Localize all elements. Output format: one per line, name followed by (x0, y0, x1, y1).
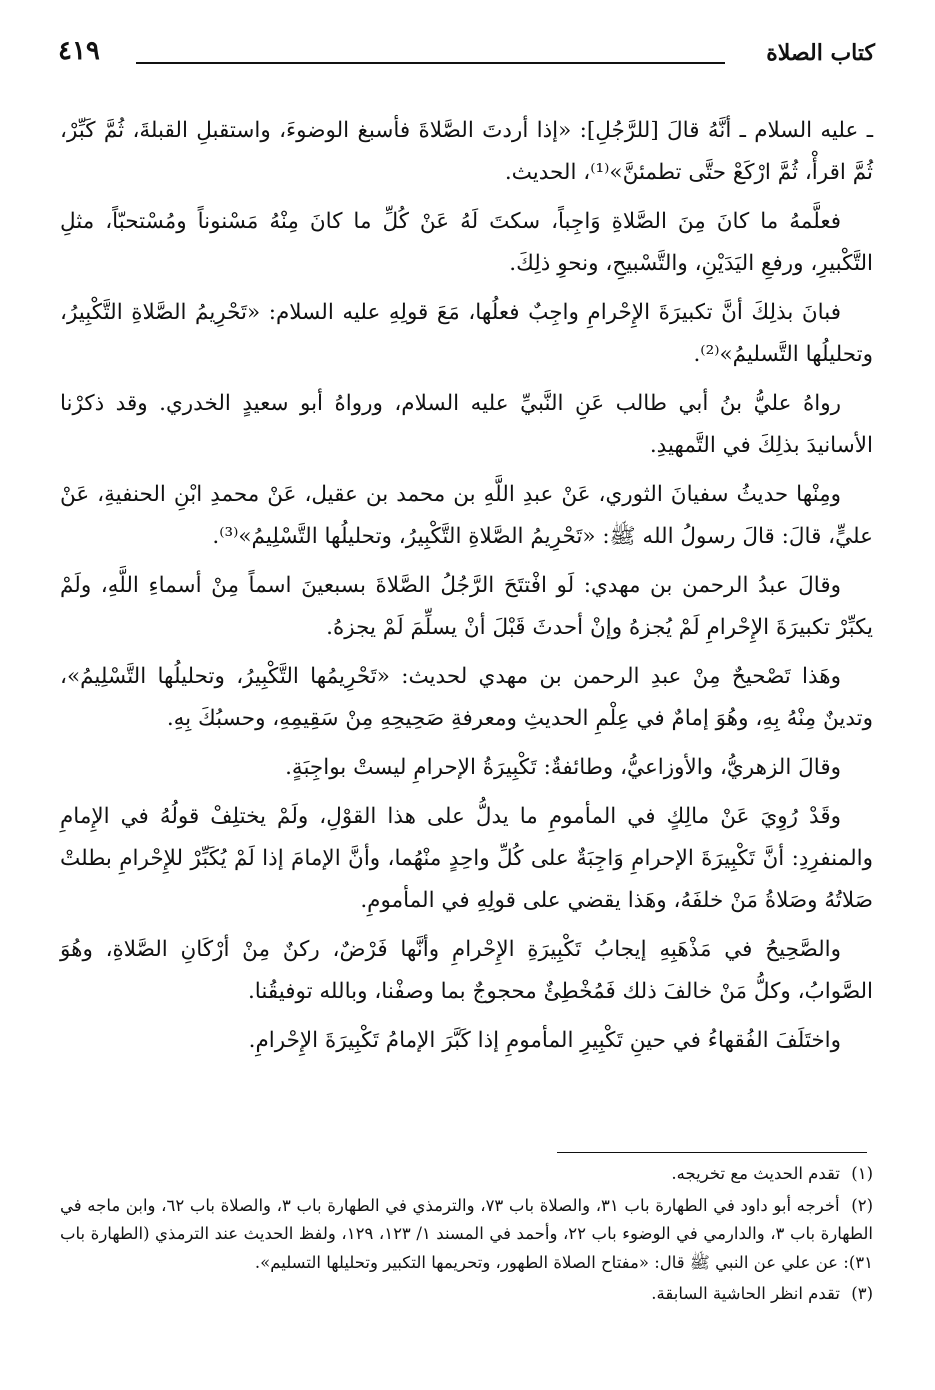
footnote-number: (١) (851, 1164, 873, 1183)
paragraph: فبانَ بذلِكَ أنَّ تكبيرَةَ الإِحْرامِ واجِبٌ فعلُها، مَعَ قولِهِ عليه السلام: «تَحْرِيمُ الصَّلاةِ التَّكْبِيرُ، وتحليلُها التَّسليمُ»⁽²⁾. (60, 300, 873, 367)
paragraph: ـ عليه السلام ـ أنَّهُ قالَ [للرَّجُلِ]: «إذا أردتَ الصَّلاةَ فأسبغ الوضوءَ، واستقبلِ القبلةَ، ثُمَّ كَبِّرْ، ثُمَّ اقرأْ، ثُمَّ ارْكَعْ حتَّى تطمئنَّ»⁽¹⁾، الحديث. (60, 118, 873, 185)
footnote (60, 1160, 873, 1189)
paragraph: واختَلَفَ الفُقهاءُ في حينِ تَكْبِيرِ المأمومِ إذا كَبَّرَ الإمامُ تَكْبِيرَةَ الإِحْرامِ. (248, 1028, 841, 1053)
book-title: كتاب الصلاة (766, 40, 875, 66)
footnote-text: تقدم الحديث مع تخريجه. (671, 1164, 840, 1183)
header-rule (136, 62, 725, 64)
footnote-divider (557, 1152, 867, 1153)
paragraph: فعلَّمهُ ما كانَ مِنَ الصَّلاةِ وَاجِباً، سكتَ لَهُ عَنْ كُلِّ ما كانَ مِنْهُ مَسْنوناً ومُسْتحبّاً، مثلِ التَّكْبيرِ، ورفعِ اليَدَيْنِ، والتَّسْبيحِ، ونحوِ ذلِكَ. (60, 209, 873, 276)
footnote-number: (٢) (851, 1195, 874, 1215)
paragraph: وقالَ عبدُ الرحمن بن مهدي: لَو افْتتَحَ الرَّجُلُ الصَّلاةَ بسبعينَ اسماً مِنْ أسماءِ اللَّهِ، ولَمْ يكبِّرْ تكبيرَةَ الإِحْرامِ لَمْ يُجزهُ وإنْ أحدثَ قَبْلَ أنْ يسلِّمَ لَمْ يجزهُ. (60, 573, 873, 640)
paragraph: والصَّحِيحُ في مَذْهَبِهِ إيجابُ تَكْبِيرَةِ الإِحْرامِ وأنَّها فَرْضٌ، ركنٌ مِنْ أرْكَانِ الصَّلاةِ، وهُوَ الصَّوابُ، وكلُّ مَنْ خالفَ ذلك فَمُخْطِئٌ محجوجٌ بما وصفْنا، وبالله توفيقُنا. (60, 937, 873, 1004)
running-header (58, 34, 875, 74)
footnote-text: تقدم انظر الحاشية السابقة. (651, 1284, 840, 1303)
footnote-text: أخرجه أبو داود في الطهارة باب ٣١، والصلاة باب ٧٣، والترمذي في الطهارة باب ٣، والصلاة باب ٦٢، وابن ماجه في الطهارة باب ٣، والدارمي في الوضوء باب ٢٢، وأحمد في المسند ١/ ١٢٣، ١٢٩، ولفظ الحديث عند الترمذي (الطهارة باب ٣١): عن علي عن النبي ﷺ قال: «مفتاح الصلاة الطهور، وتحريمها التكبير وتحليلها التسليم». (60, 1195, 874, 1272)
footnote-number: (٣) (851, 1284, 873, 1303)
page-number: ٤١٩ (58, 36, 100, 66)
footnotes (60, 1160, 873, 1312)
footnote (60, 1280, 873, 1309)
paragraph: ومِنْها حديثُ سفيانَ الثوري، عَنْ عبدِ اللَّهِ بن محمد بن عقيل، عَنْ محمدِ ابْنِ الحنفيةِ، عَنْ عليٍّ، قالَ: قالَ رسولُ الله ﷺ: «تَحْرِيمُ الصَّلاةِ التَّكْبِيرُ، وتحليلُها التَّسْلِيمُ»⁽³⁾. (60, 482, 873, 549)
paragraph: وقالَ الزهريُّ، والأوزاعيُّ، وطائفةٌ: تَكْبِيرَةُ الإحرامِ ليستْ بواجِبَةٍ. (285, 755, 841, 780)
paragraph: رواهُ عليُّ بنُ أبي طالب عَنِ النَّبيِّ عليه السلام، ورواهُ أبو سعيدٍ الخدري. وقد ذكرْنا الأسانيدَ بذلِكَ في التَّمهيدِ. (60, 391, 873, 458)
main-text (60, 110, 873, 1069)
footnote (60, 1192, 873, 1278)
paragraph: وهَذا تَصْحيحٌ مِنْ عبدِ الرحمن بن مهدي لحديث: «تَحْرِيمُها التَّكْبِيرُ، وتحليلُها التَّسْلِيمُ»، وتدينٌ مِنْهُ بِهِ، وهُوَ إمامٌ في عِلْمِ الحديثِ ومعرفةِ صَحِيحِهِ مِنْ سَقِيمِهِ، وحسبُكَ بِهِ. (60, 664, 873, 731)
paragraph: وقَدْ رُوِيَ عَنْ مالِكٍ في المأمومِ ما يدلُّ على هذا القوْلِ، ولَمْ يختلِفْ قولُهُ في الإِمامِ والمنفرِدِ: أنَّ تَكْبِيرَةَ الإحرامِ وَاجِبَةٌ على كُلِّ واحِدٍ منْهُما، وأنَّ الإمامَ إذا لَمْ يُكَبِّرْ للإِحْرامِ بطلتْ صَلاتُهُ وصَلاةُ مَنْ خلفَهُ، وهَذا يقضي على قولِهِ في المأمومِ. (60, 804, 873, 913)
